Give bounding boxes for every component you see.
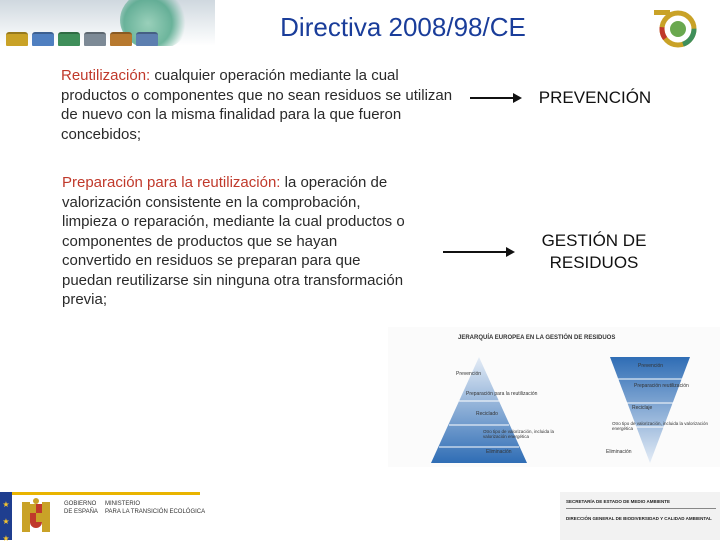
footer: [0, 492, 720, 543]
eu-flag-strip: [0, 492, 12, 543]
secretariat-box: [560, 492, 720, 540]
star-icon: ★: [2, 534, 10, 543]
government-logo-text: [64, 500, 98, 516]
circular-economy-logo-icon: [650, 8, 702, 48]
left-level-1: Prevención: [456, 371, 482, 377]
slide-title: Directiva 2008/98/CE: [280, 12, 526, 42]
right-level-2: Preparación reutilización: [634, 383, 689, 389]
right-level-4: Otro tipo de valorización, incluida la valorización energética: [612, 421, 709, 431]
directorate-text: DIRECCIÓN GENERAL DE BIODIVERSIDAD Y CALIDAD AMBIENTAL: [566, 516, 712, 521]
left-level-3: Reciclado: [476, 411, 498, 417]
ministry-line-2: PARA LA TRANSICIÓN ECOLÓGICA: [105, 509, 206, 515]
left-level-4: Otro tipo de valorización, incluida la valorización energética: [483, 429, 555, 439]
prevencion-label: PREVENCIÓN: [538, 88, 652, 107]
gov-line-2: DE ESPAÑA: [64, 509, 98, 515]
ministry-logo-text: [105, 500, 205, 516]
reutilizacion-term: Reutilización:: [61, 67, 151, 84]
preparacion-term: Preparación para la reutilización:: [62, 174, 281, 191]
preparacion-text: la operación de valorización consistente en la comprobación, limpieza o reparación, mediante la cual productos o componentes de productos que se hayan convertido en residuos se preparan para que puedan reutilizarse sin ninguna otra transformación previa;: [62, 174, 405, 308]
right-level-5: Eliminación: [606, 449, 632, 455]
reutilizacion-definition: [61, 66, 453, 144]
arrow-right-icon: [470, 97, 520, 99]
waste-hierarchy-diagram: [388, 327, 720, 467]
footer-accent-band: [12, 492, 200, 495]
ministry-line-1: MINISTERIO: [105, 501, 141, 507]
preparacion-definition: [62, 173, 407, 310]
right-level-1: Prevención: [638, 363, 664, 369]
divider: [566, 508, 716, 509]
left-level-5: Eliminación: [486, 449, 512, 455]
secretariat-text: SECRETARÍA DE ESTADO DE MEDIO AMBIENTE: [566, 499, 671, 504]
right-level-3: Reciclaje: [632, 405, 653, 411]
reutilizacion-text: cualquier operación mediante la cual productos o componentes que no sean residuos se utilizan de nuevo con la misma finalidad para la que fueron concebidos;: [61, 67, 453, 143]
left-level-2: Preparación para la reutilización: [466, 391, 538, 397]
gov-line-1: GOBIERNO: [64, 501, 97, 507]
star-icon: ★: [2, 500, 10, 509]
star-icon: ★: [2, 517, 10, 526]
spain-coat-of-arms-icon: [18, 498, 54, 536]
diagram-title: JERARQUÍA EUROPEA EN LA GESTIÓN DE RESIDUOS: [458, 335, 616, 341]
arrow-right-icon: [443, 251, 513, 253]
gestion-residuos-label: GESTIÓN DE RESIDUOS: [541, 231, 647, 272]
